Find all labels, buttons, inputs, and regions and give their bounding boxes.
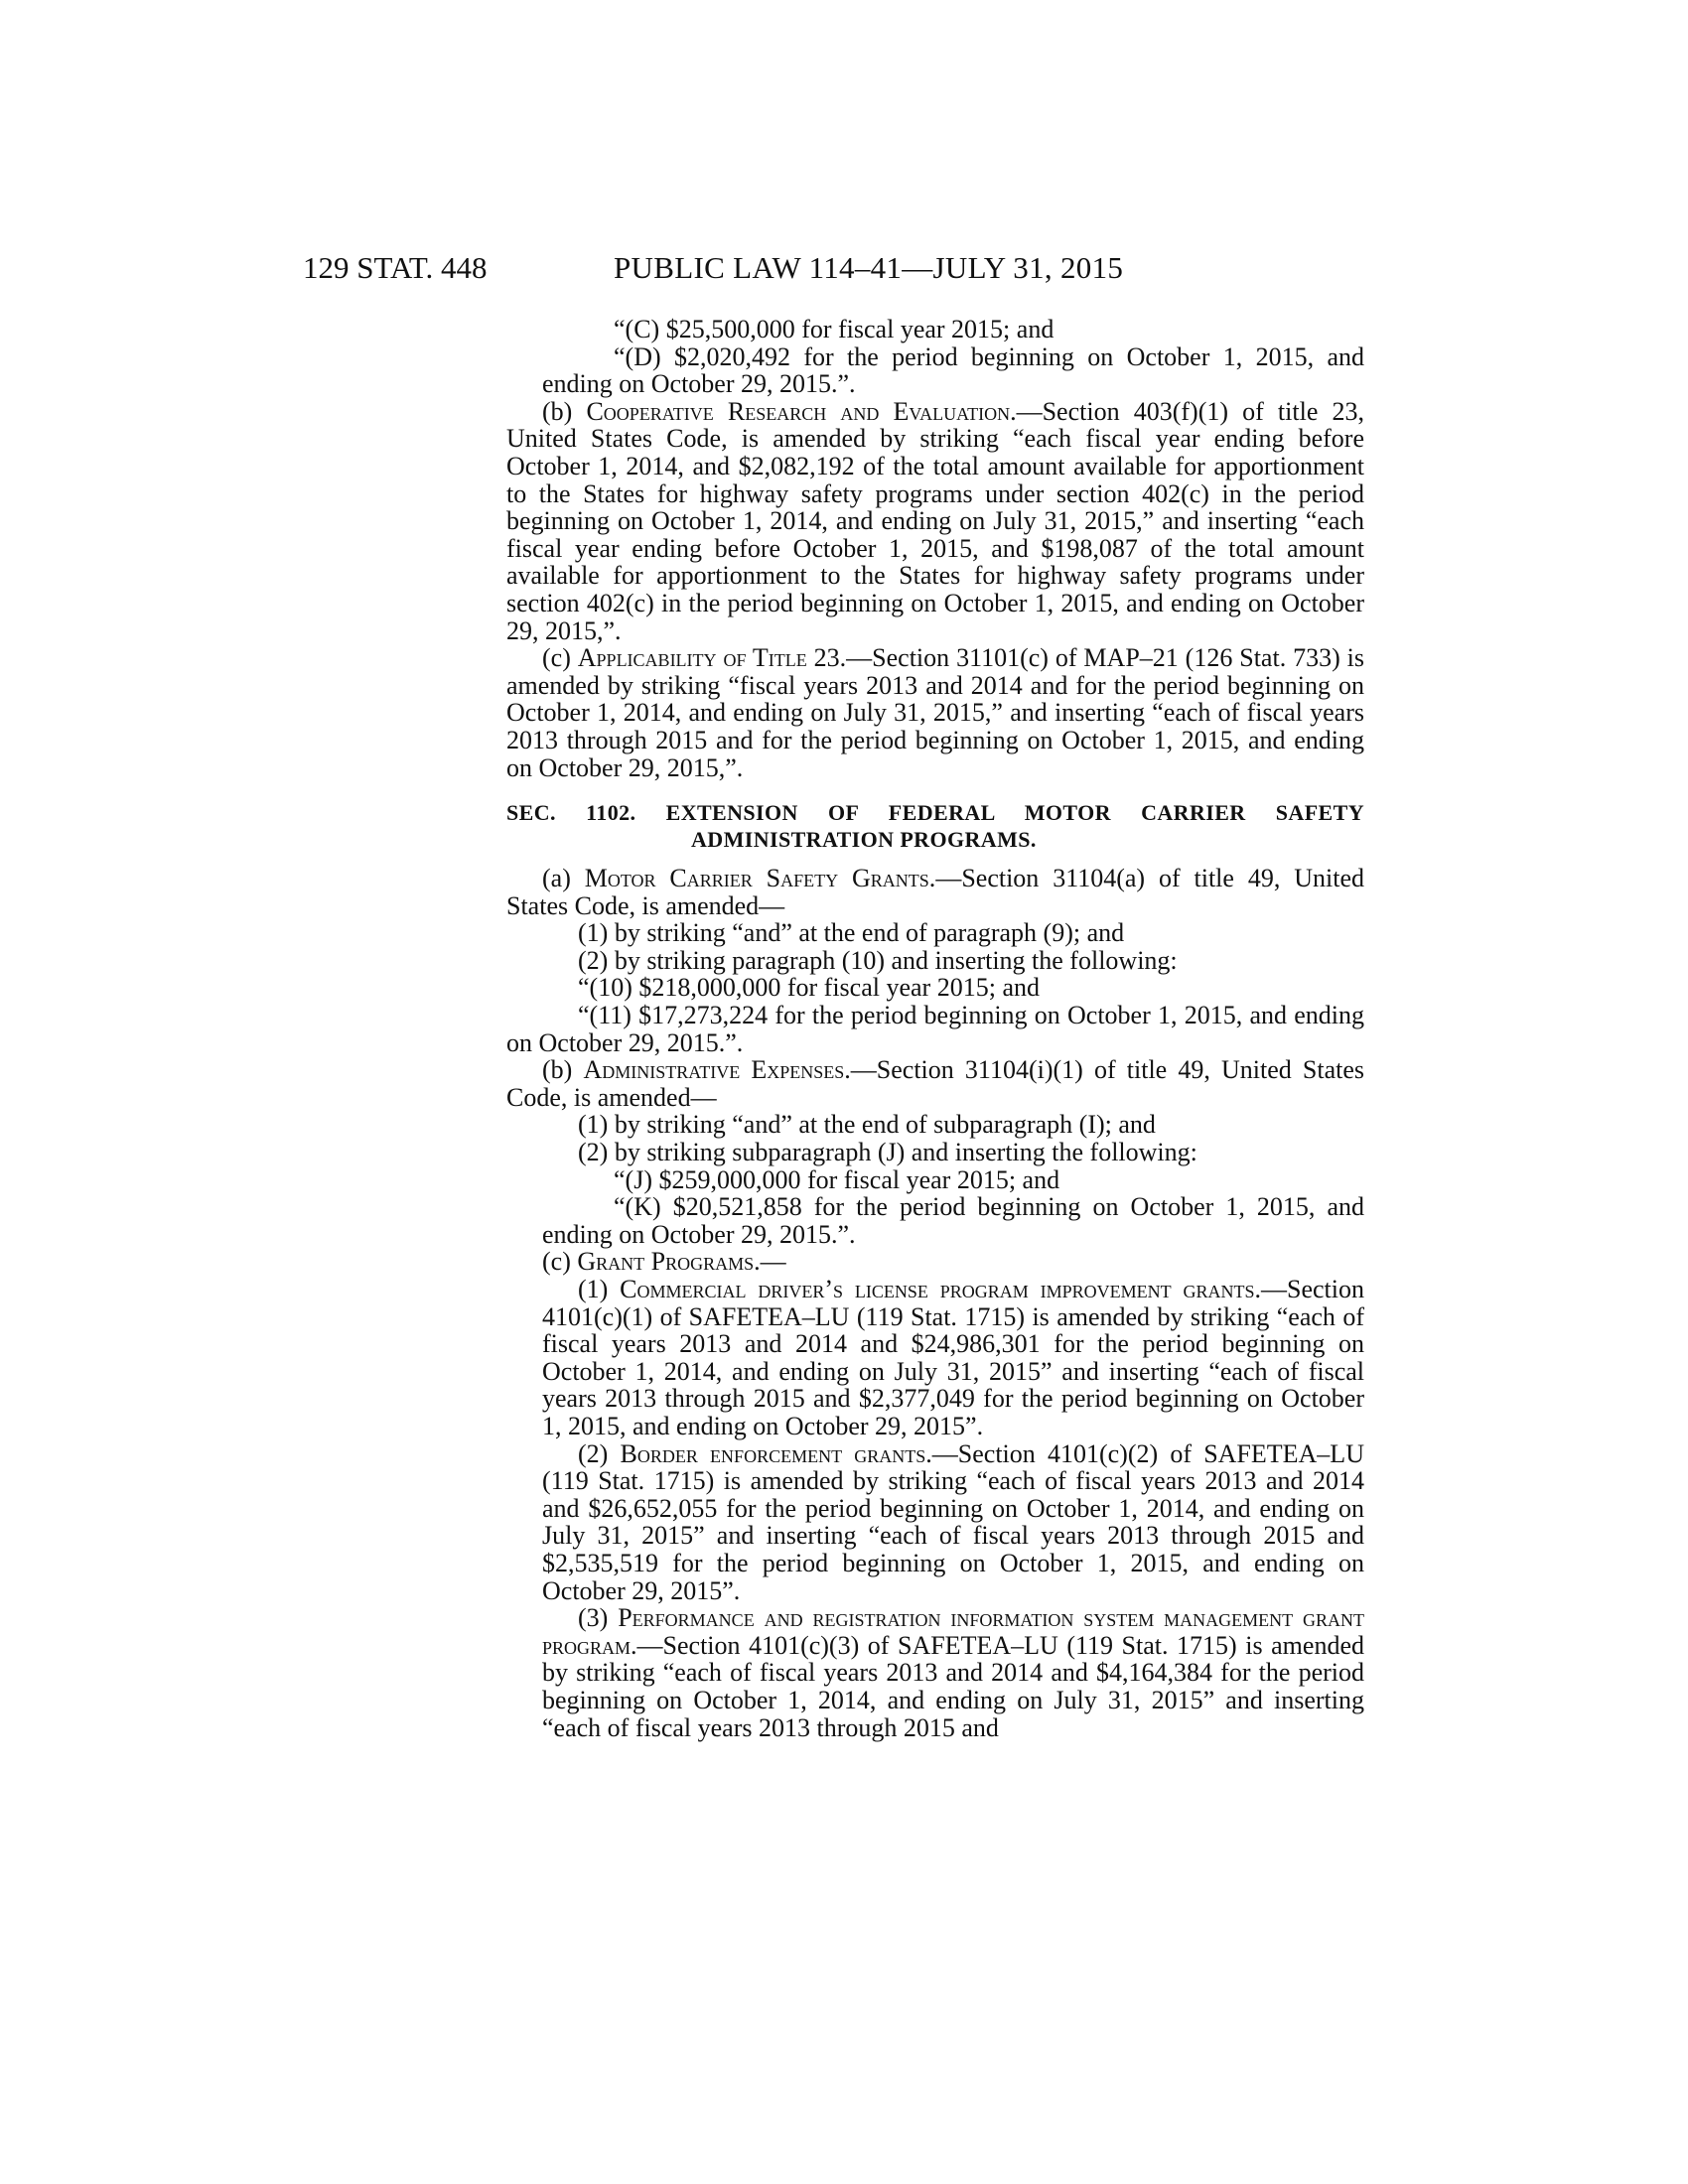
paragraph-a1: (1) by striking “and” at the end of paragraph (9); and: [578, 918, 1125, 948]
paragraph-a2: (2) by striking paragraph (10) and inserting the following:: [578, 945, 1178, 975]
subsection-c-grant-programs: (c) Grant Programs.—: [542, 1247, 786, 1277]
subsection-heading: Administrative Expenses.: [583, 1055, 851, 1085]
subsection-heading: Cooperative Research and Evaluation.: [586, 396, 1017, 426]
quoted-subparagraph-j: “(J) $259,000,000 for fiscal year 2015; and: [614, 1164, 1060, 1194]
subsection-heading: Applicability of Title 23.: [577, 643, 847, 673]
quoted-paragraph-10: “(10) $218,000,000 for fiscal year 2015; and: [578, 973, 1040, 1003]
section-heading-1102: SEC. 1102. EXTENSION OF FEDERAL MOTOR CARRIER SAFETY ADMINISTRATION PROGRAMS.: [506, 800, 1364, 853]
subsection-b-administrative-expenses: (b) Administrative Expenses.—Section 31104(i)(1) of title 49, United States Code, is amended—: [506, 1055, 1365, 1112]
paragraph-heading: Border enforcement grants.: [620, 1438, 932, 1468]
grant-paragraph-1: (1) Commercial driver’s license program improvement grants.—Section 4101(c)(1) of SAFETEA–LU (119 Stat. 1715) is amended by striking “each of fiscal years 2013 and 2014 and $24,986,301 for the period beginning on October 1, 2014, and ending on July 31, 2015” and inserting “each of fiscal years 2013 through 2015 and $2,377,049 for the period beginning on October 1, 2015, and ending on October 29, 2015”.: [542, 1275, 1364, 1440]
quoted-subparagraph-k: “(K) $20,521,858 for the period beginning on October 1, 2015, and ending on October 29, 2015.”.: [542, 1192, 1364, 1249]
clause-c-line: “(C) $25,500,000 for fiscal year 2015; and: [614, 315, 1055, 343]
paragraph-b2: (2) by striking subparagraph (J) and inserting the following:: [578, 1138, 1197, 1167]
subsection-c-applicability: (c) Applicability of Title 23.—Section 31101(c) of MAP–21 (126 Stat. 733) is amended by striking “fiscal years 2013 and 2014 and for the period beginning on October 1, 2014, and ending on July 31, 2015,” and inserting “each of fiscal years 2013 through 2015 and for the period beginning on October 1, 2015, and ending on October 29, 2015,”.: [506, 643, 1365, 782]
page-header: [0, 248, 1688, 288]
grant-paragraph-3: (3) Performance and registration information system management grant program.—Section 4101(c)(3) of SAFETEA–LU (119 Stat. 1715) is amended by striking “each of fiscal years 2013 and 2014 and $4,164,384 for the period beginning on October 1, 2014, and ending on July 31, 2015” and inserting “each of fiscal years 2013 through 2015 and: [542, 1603, 1364, 1742]
running-title: PUBLIC LAW 114–41—JULY 31, 2015: [614, 250, 1124, 285]
subsection-heading: Motor Carrier Safety Grants.: [584, 864, 936, 893]
paragraph-b1: (1) by striking “and” at the end of subparagraph (I); and: [578, 1110, 1156, 1140]
paragraph-heading: Performance and registration information system management grant program.: [542, 1603, 1364, 1660]
clause-d-line: “(D) $2,020,492 for the period beginning on October 1, 2015, and ending on October 29, 2015.”.: [542, 341, 1364, 399]
document-body: [506, 316, 1364, 1741]
statute-page-number: 129 STAT. 448: [303, 250, 488, 285]
subsection-a-motor-carrier: (a) Motor Carrier Safety Grants.—Section 31104(a) of title 49, United States Code, is amended—: [506, 864, 1364, 920]
quoted-paragraph-11: “(11) $17,273,224 for the period beginning on October 1, 2015, and ending on October 29, 2015.”.: [506, 1001, 1364, 1057]
paragraph-heading: Commercial driver’s license program improvement grants.: [620, 1275, 1261, 1303]
subsection-b-cooperative-research: (b) Cooperative Research and Evaluation.—Section 403(f)(1) of title 23, United States Code, is amended by striking “each fiscal year ending before October 1, 2014, and $2,082,192 of the total amount available for apportionment to the States for highway safety programs under section 402(c) in the period beginning on October 1, 2014, and ending on July 31, 2015,” and inserting “each fiscal year ending before October 1, 2015, and $198,087 of the total amount available for apportionment to the States for highway safety programs under section 402(c) in the period beginning on October 1, 2015, and ending on October 29, 2015,”.: [506, 396, 1364, 645]
subsection-heading: Grant Programs.: [577, 1247, 761, 1277]
grant-paragraph-2: (2) Border enforcement grants.—Section 4101(c)(2) of SAFETEA–LU (119 Stat. 1715) is amended by striking “each of fiscal years 2013 and 2014 and $26,652,055 for the period beginning on October 1, 2014, and ending on July 31, 2015” and inserting “each of fiscal years 2013 through 2015 and $2,535,519 for the period beginning on October 1, 2015, and ending on October 29, 2015”.: [542, 1438, 1364, 1605]
